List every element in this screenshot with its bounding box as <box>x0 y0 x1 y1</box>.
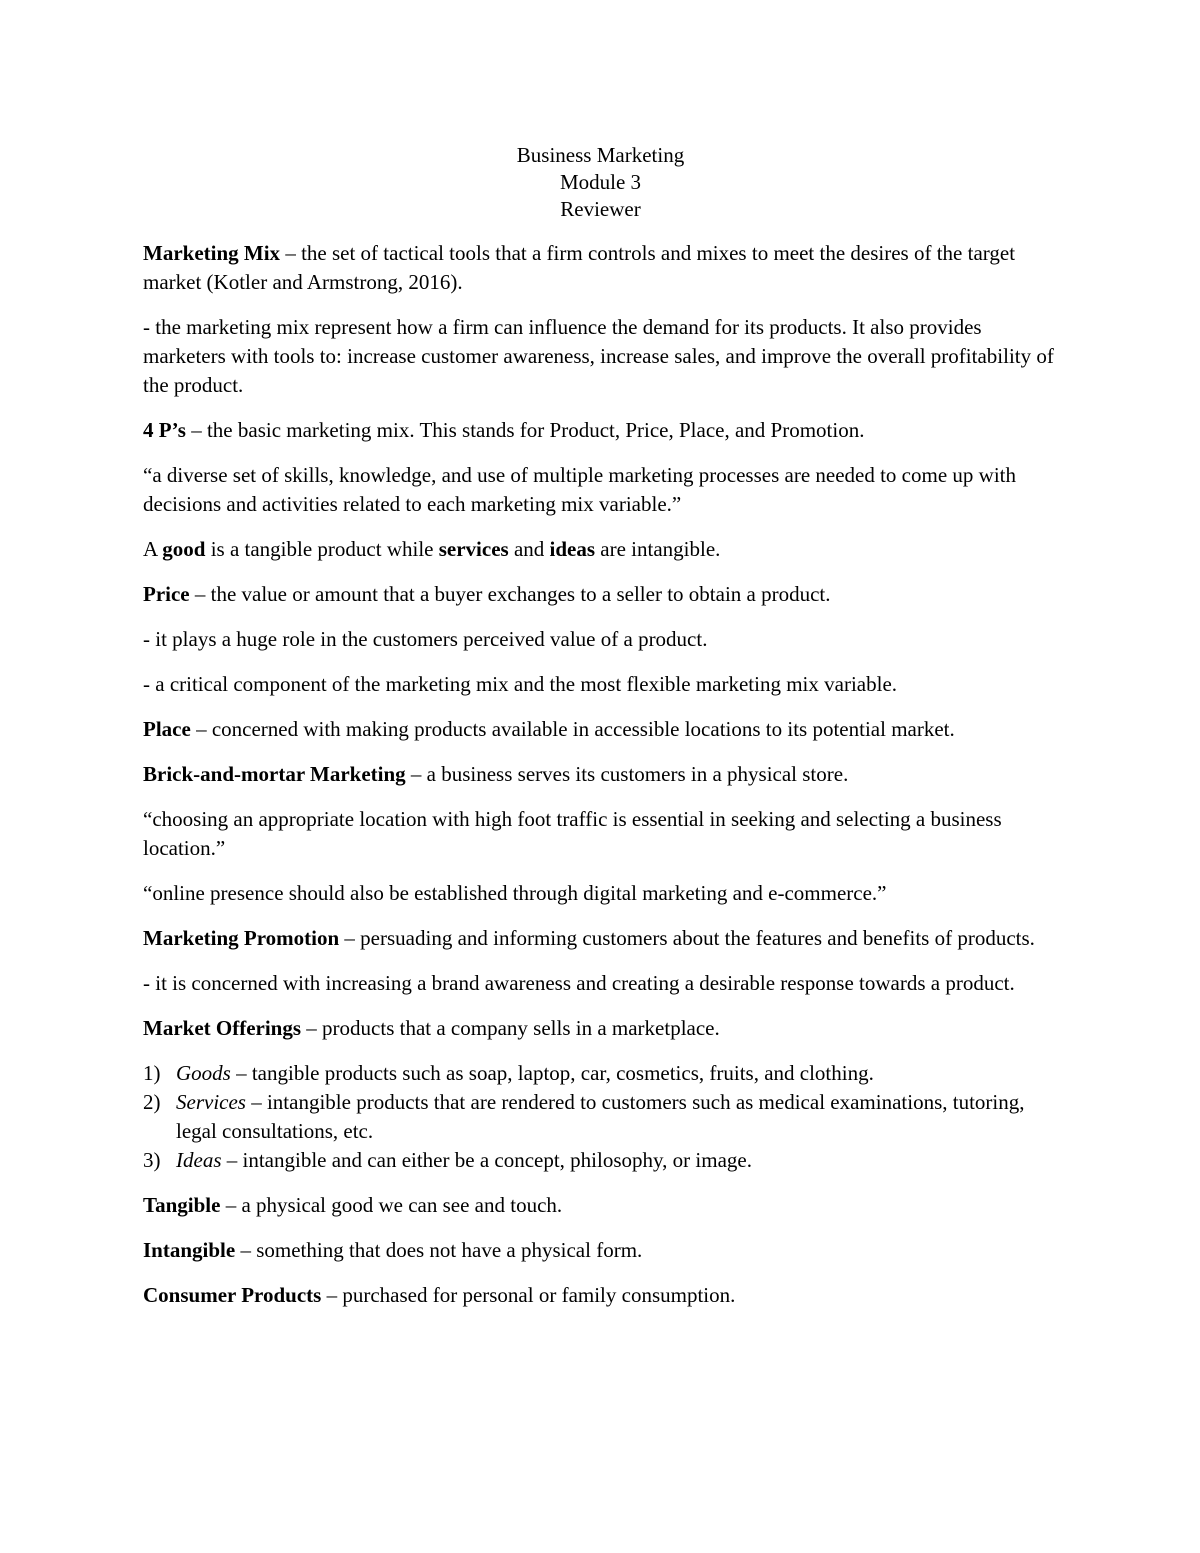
price-definition <box>143 580 1058 609</box>
online-quote: “online presence should also be established through digital marketing and e-commerce.” <box>143 881 887 905</box>
place-definition <box>143 715 1058 744</box>
intangible-term: Intangible <box>143 1238 236 1262</box>
module-label: Module 3 <box>559 170 642 194</box>
services-text: – intangible products that are rendered to customers such as medical examinations, tutoring, legal consultations, etc. <box>176 1090 1025 1143</box>
sentence-part: is a tangible product while <box>205 537 439 561</box>
location-quote: “choosing an appropriate location with high foot traffic is essential in seeking and selecting a business location.” <box>143 807 1002 860</box>
consumer-products-term: Consumer Products <box>143 1283 322 1307</box>
skills-quote: “a diverse set of skills, knowledge, and use of multiple marketing processes are needed to come up with decisions and activities related to each marketing mix variable.” <box>143 463 1016 516</box>
marketing-mix-term: Marketing Mix <box>143 241 281 265</box>
list-item <box>143 1146 1058 1175</box>
market-offerings-text: – products that a company sells in a marketplace. <box>301 1016 720 1040</box>
goods-term: Goods <box>176 1061 231 1085</box>
consumer-products-text: – purchased for personal or family consumption. <box>321 1283 736 1307</box>
document-content <box>143 142 1058 1326</box>
price-note-1: - it plays a huge role in the customers perceived value of a product. <box>143 627 708 651</box>
consumer-products-definition <box>143 1281 1058 1310</box>
price-term: Price <box>143 582 190 606</box>
promotion-text: – persuading and informing customers about the features and benefits of products. <box>339 926 1035 950</box>
title-block <box>143 142 1058 223</box>
four-ps-term: 4 P’s <box>143 418 186 442</box>
good-term: good <box>162 537 206 561</box>
brick-and-mortar-term: Brick-and-mortar Marketing <box>143 762 406 786</box>
list-number: 2) <box>143 1090 161 1114</box>
marketing-mix-definition <box>143 239 1058 297</box>
brick-and-mortar-definition <box>143 760 1058 789</box>
sentence-part: A <box>143 537 163 561</box>
four-ps-text: – the basic marketing mix. This stands for Product, Price, Place, and Promotion. <box>185 418 865 442</box>
four-ps-definition <box>143 416 1058 445</box>
services-term: services <box>438 537 509 561</box>
services-term: Services <box>176 1090 246 1114</box>
market-offerings-term: Market Offerings <box>143 1016 302 1040</box>
promotion-definition <box>143 924 1058 953</box>
tangible-definition <box>143 1191 1058 1220</box>
market-offerings-definition <box>143 1014 1058 1043</box>
brick-and-mortar-text: – a business serves its customers in a physical store. <box>405 762 849 786</box>
tangible-text: – a physical good we can see and touch. <box>220 1193 563 1217</box>
list-number: 1) <box>143 1061 161 1085</box>
promotion-note: - it is concerned with increasing a brand awareness and creating a desirable response towards a product. <box>143 971 1015 995</box>
intangible-text: – something that does not have a physical form. <box>235 1238 643 1262</box>
good-services-ideas-sentence <box>143 535 1058 564</box>
list-item <box>143 1059 1058 1088</box>
place-text: – concerned with making products available in accessible locations to its potential market. <box>190 717 955 741</box>
place-term: Place <box>143 717 191 741</box>
price-note-2: - a critical component of the marketing mix and the most flexible marketing mix variable. <box>143 672 898 696</box>
price-text: – the value or amount that a buyer exchanges to a seller to obtain a product. <box>189 582 831 606</box>
document-title: Business Marketing <box>516 143 685 167</box>
offerings-list <box>143 1059 1058 1175</box>
sentence-part: are intangible. <box>595 537 721 561</box>
marketing-mix-text: – the set of tactical tools that a firm controls and mixes to meet the desires of the target market (Kotler and Armstrong, 2016). <box>143 241 1016 294</box>
sentence-part: and <box>508 537 550 561</box>
document-subtitle: Reviewer <box>560 197 641 221</box>
goods-text: – tangible products such as soap, laptop, car, cosmetics, fruits, and clothing. <box>230 1061 874 1085</box>
ideas-term: Ideas <box>176 1148 222 1172</box>
list-number: 3) <box>143 1148 161 1172</box>
marketing-mix-note: - the marketing mix represent how a firm can influence the demand for its products. It also provides marketers with tools to: increase customer awareness, increase sales, and improve the overall profitability of the product. <box>143 315 1054 397</box>
ideas-text: – intangible and can either be a concept, philosophy, or image. <box>221 1148 752 1172</box>
promotion-term: Marketing Promotion <box>143 926 340 950</box>
intangible-definition <box>143 1236 1058 1265</box>
list-item <box>143 1088 1058 1146</box>
tangible-term: Tangible <box>143 1193 221 1217</box>
ideas-term: ideas <box>549 537 596 561</box>
